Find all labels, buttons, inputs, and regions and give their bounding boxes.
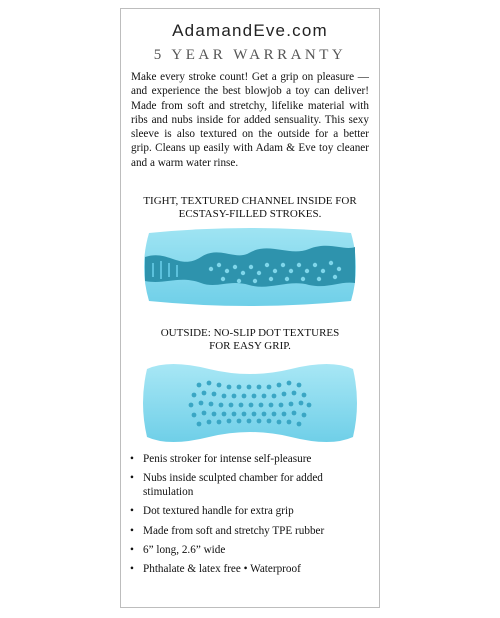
inside-caption-line1: TIGHT, TEXTURED CHANNEL INSIDE FOR xyxy=(143,195,357,207)
feature-text: Phthalate & latex free • Waterproof xyxy=(143,563,301,576)
product-info-card xyxy=(120,8,380,608)
outside-caption xyxy=(121,327,379,353)
site-name: AdamandEve.com xyxy=(172,21,328,40)
feature-text: Nubs inside sculpted chamber for added stimulation xyxy=(143,472,323,498)
warranty-heading: 5 YEAR WARRANTY xyxy=(153,47,347,63)
list-item: • Dot textured handle for extra grip xyxy=(130,505,294,518)
feature-text: Made from soft and stretchy TPE rubber xyxy=(143,524,325,537)
feature-text: 6” long, 2.6” wide xyxy=(143,544,226,557)
feature-text: Penis stroker for intense self-pleasure xyxy=(143,453,312,465)
outside-caption-line1: OUTSIDE: NO-SLIP DOT TEXTURES xyxy=(160,327,340,339)
list-item: • Phthalate & latex free • Waterproof xyxy=(130,563,301,576)
product-description: Make every stroke count! Get a grip on pleasure — and experience the best blowjob a toy can deliver! Made from soft and stretchy, lifelike material with ribs and nubs inside for added sensuality. This sexy sleeve is also textured on the outside for a better grip. Cleans up easily with Adam & Eve toy cleaner and a warm water rinse. xyxy=(131,71,369,169)
list-item: • Penis stroker for intense self-pleasure xyxy=(130,453,312,465)
inside-caption-line2: ECSTASY-FILLED STROKES. xyxy=(178,208,322,220)
inside-caption xyxy=(121,195,379,221)
outside-caption-line2: FOR EASY GRIP. xyxy=(209,340,291,352)
outside-grip-illustration xyxy=(139,359,361,447)
feature-list xyxy=(129,453,369,583)
list-item: • Nubs inside sculpted chamber for added stimulation xyxy=(130,472,323,498)
list-item: • 6” long, 2.6” wide xyxy=(130,544,226,557)
list-item: • Made from soft and stretchy TPE rubber xyxy=(130,524,325,537)
inside-channel-illustration xyxy=(139,227,361,307)
feature-text: Dot textured handle for extra grip xyxy=(143,505,294,518)
